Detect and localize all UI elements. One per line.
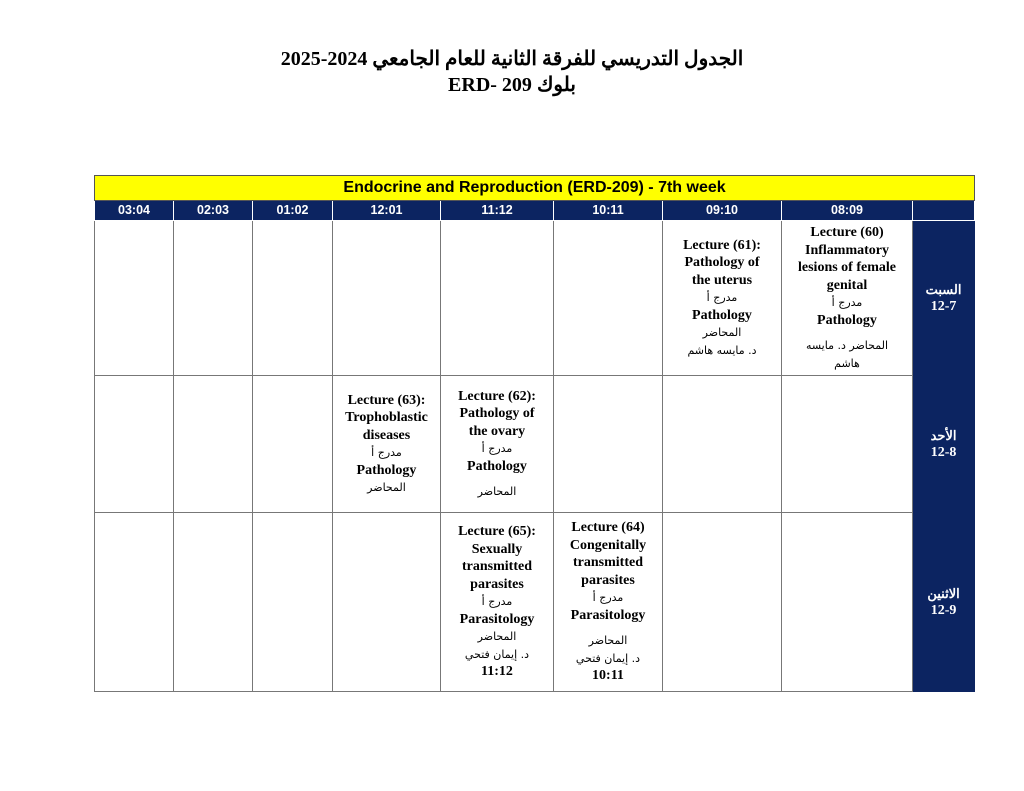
lecture-line: Lecture (64) (571, 520, 645, 536)
page-title: الجدول التدريسي للفرقة الثانية للعام الجامعي 2024-2025 (280, 48, 744, 70)
table-row (95, 376, 975, 513)
empty-cell (174, 513, 253, 692)
day-name: الأحد (930, 427, 957, 443)
empty-cell (333, 513, 441, 692)
lecture-line: Lecture (61): (683, 237, 761, 253)
empty-cell (253, 221, 333, 376)
lecture-line: Inflammatory (805, 242, 889, 258)
lecture-line: المحاضر د. مايسه (805, 339, 889, 352)
lecture-line: Pathology (817, 312, 877, 328)
lecture-line: Lecture (62): (458, 388, 536, 404)
day-name: الاثنين (927, 585, 960, 601)
empty-cell (95, 513, 174, 692)
lecture-line: المحاضر (702, 326, 742, 340)
lecture-line: د. إيمان فتحي (464, 647, 530, 661)
table-row (95, 221, 975, 376)
lecture-line: Pathology (692, 307, 752, 323)
empty-cell (95, 376, 174, 513)
lecture-line: مدرج أ (592, 591, 624, 605)
lecture-cell (441, 513, 554, 692)
lecture-line: هاشم (834, 356, 860, 370)
lecture-cell (333, 376, 441, 513)
lecture-cell (663, 221, 782, 376)
lecture-line: د. إيمان فتحي (575, 651, 641, 665)
lecture-line: Pathology (356, 462, 417, 478)
empty-cell (174, 221, 253, 376)
lecture-line: المحاضر (588, 634, 628, 648)
lecture-cell (782, 221, 913, 376)
lecture-line: parasites (470, 576, 524, 592)
lecture-line: diseases (362, 427, 411, 443)
empty-cell (782, 376, 913, 513)
lecture-cell (554, 513, 663, 692)
day-date: 12-8 (930, 445, 957, 460)
time-slot-header: 08:09 (782, 201, 913, 221)
lecture-line: مدرج أ (831, 296, 863, 309)
time-slot-header: 09:10 (663, 201, 782, 221)
empty-cell (663, 513, 782, 692)
lecture-line: Pathology of (459, 406, 535, 421)
lecture-line: Sexually (471, 541, 523, 557)
lecture-line: Congenitally (569, 537, 647, 553)
empty-cell (554, 376, 663, 513)
empty-cell (95, 221, 174, 376)
lecture-line: 11:12 (481, 664, 513, 680)
lecture-line: the ovary (468, 423, 526, 439)
empty-cell (253, 376, 333, 513)
lecture-line: the uterus (691, 272, 753, 288)
day-cell (913, 513, 975, 692)
lecture-cell (441, 376, 554, 513)
empty-cell (554, 221, 663, 376)
week-banner: Endocrine and Reproduction (ERD-209) - 7th week (95, 176, 975, 201)
table-row (95, 513, 975, 692)
empty-cell (663, 376, 782, 513)
lecture-line: parasites (581, 572, 635, 588)
day-date: 12-9 (930, 603, 957, 618)
lecture-line: المحاضر (477, 630, 517, 644)
day-cell (913, 221, 975, 376)
time-slot-header (913, 201, 975, 221)
lecture-line: Lecture (65): (458, 524, 536, 540)
lecture-line: مدرج أ (706, 291, 738, 305)
time-slot-header: 11:12 (441, 201, 554, 221)
time-slot-header: 12:01 (333, 201, 441, 221)
time-slot-header: 02:03 (174, 201, 253, 221)
time-slot-header: 03:04 (95, 201, 174, 221)
empty-cell (333, 221, 441, 376)
lecture-line: Lecture (63): (347, 392, 426, 408)
empty-cell (253, 513, 333, 692)
lecture-line: المحاضر (367, 481, 406, 494)
lecture-line: 10:11 (592, 668, 624, 684)
day-date: 12-7 (930, 299, 957, 314)
schedule-table (94, 175, 975, 692)
empty-cell (174, 376, 253, 513)
time-slot-header: 10:11 (554, 201, 663, 221)
time-slot-header: 01:02 (253, 201, 333, 221)
lecture-line: Pathology of (684, 255, 760, 271)
lecture-line: Trophoblastic (345, 410, 428, 425)
lecture-line: Parasitology (459, 611, 535, 627)
lecture-line: Lecture (60) (810, 225, 884, 240)
lecture-line: مدرج أ (481, 595, 513, 609)
empty-cell (441, 221, 554, 376)
lecture-line: Pathology (467, 458, 527, 474)
empty-cell (782, 513, 913, 692)
lecture-line: transmitted (462, 559, 532, 575)
day-name: السبت (925, 281, 962, 297)
lecture-line: المحاضر (477, 485, 517, 498)
lecture-line: genital (826, 277, 868, 293)
lecture-line: مدرج أ (481, 442, 513, 455)
page-subtitle: بلوك ERD- 209 (448, 74, 576, 96)
lecture-line: مدرج أ (371, 446, 402, 459)
lecture-line: د. مايسه هاشم (687, 343, 757, 357)
day-cell (913, 376, 975, 513)
lecture-line: lesions of female (798, 260, 896, 275)
lecture-line: transmitted (573, 555, 643, 571)
lecture-line: Parasitology (570, 607, 646, 623)
